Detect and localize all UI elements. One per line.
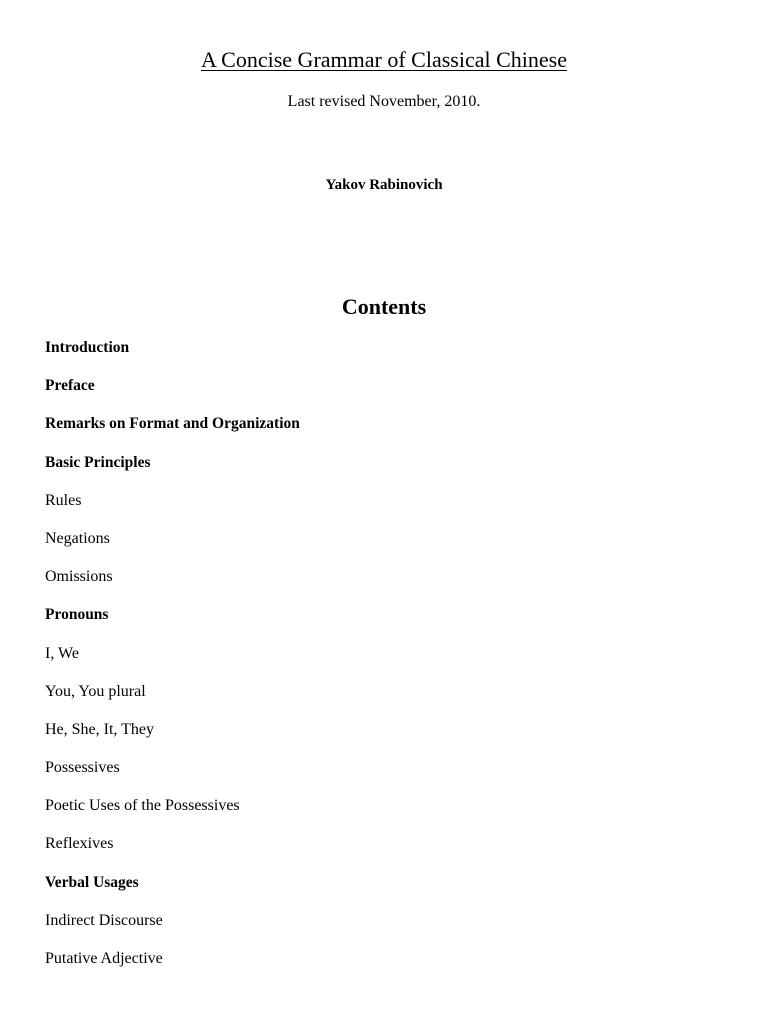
toc-item-rules[interactable]: Rules xyxy=(45,491,82,509)
document-title: A Concise Grammar of Classical Chinese xyxy=(201,47,567,72)
toc-item-putative-adjective[interactable]: Putative Adjective xyxy=(45,950,163,967)
toc-item-remarks-on-format[interactable]: Remarks on Format and Organization xyxy=(45,415,300,433)
toc-item-preface[interactable]: Preface xyxy=(45,377,95,395)
author-name: Yakov Rabinovich xyxy=(325,177,443,193)
revision-date: Last revised November, 2010. xyxy=(287,93,481,110)
toc-item-reflexives[interactable]: Reflexives xyxy=(45,835,114,853)
toc-item-pronouns[interactable]: Pronouns xyxy=(45,606,109,624)
contents-heading: Contents xyxy=(341,294,427,319)
table-of-contents xyxy=(45,337,725,986)
toc-item-omissions[interactable]: Omissions xyxy=(45,568,113,586)
toc-item-he-she-it-they[interactable]: He, She, It, They xyxy=(45,720,155,738)
toc-item-introduction[interactable]: Introduction xyxy=(45,339,130,356)
toc-item-possessives[interactable]: Possessives xyxy=(45,759,120,777)
toc-item-indirect-discourse[interactable]: Indirect Discourse xyxy=(45,911,163,929)
toc-item-poetic-uses[interactable]: Poetic Uses of the Possessives xyxy=(45,797,240,815)
toc-item-basic-principles[interactable]: Basic Principles xyxy=(45,453,151,471)
toc-item-i-we[interactable]: I, We xyxy=(45,644,79,662)
toc-item-verbal-usages[interactable]: Verbal Usages xyxy=(45,873,139,891)
toc-item-you-you-plural[interactable]: You, You plural xyxy=(45,682,146,700)
toc-item-negations[interactable]: Negations xyxy=(45,529,110,547)
